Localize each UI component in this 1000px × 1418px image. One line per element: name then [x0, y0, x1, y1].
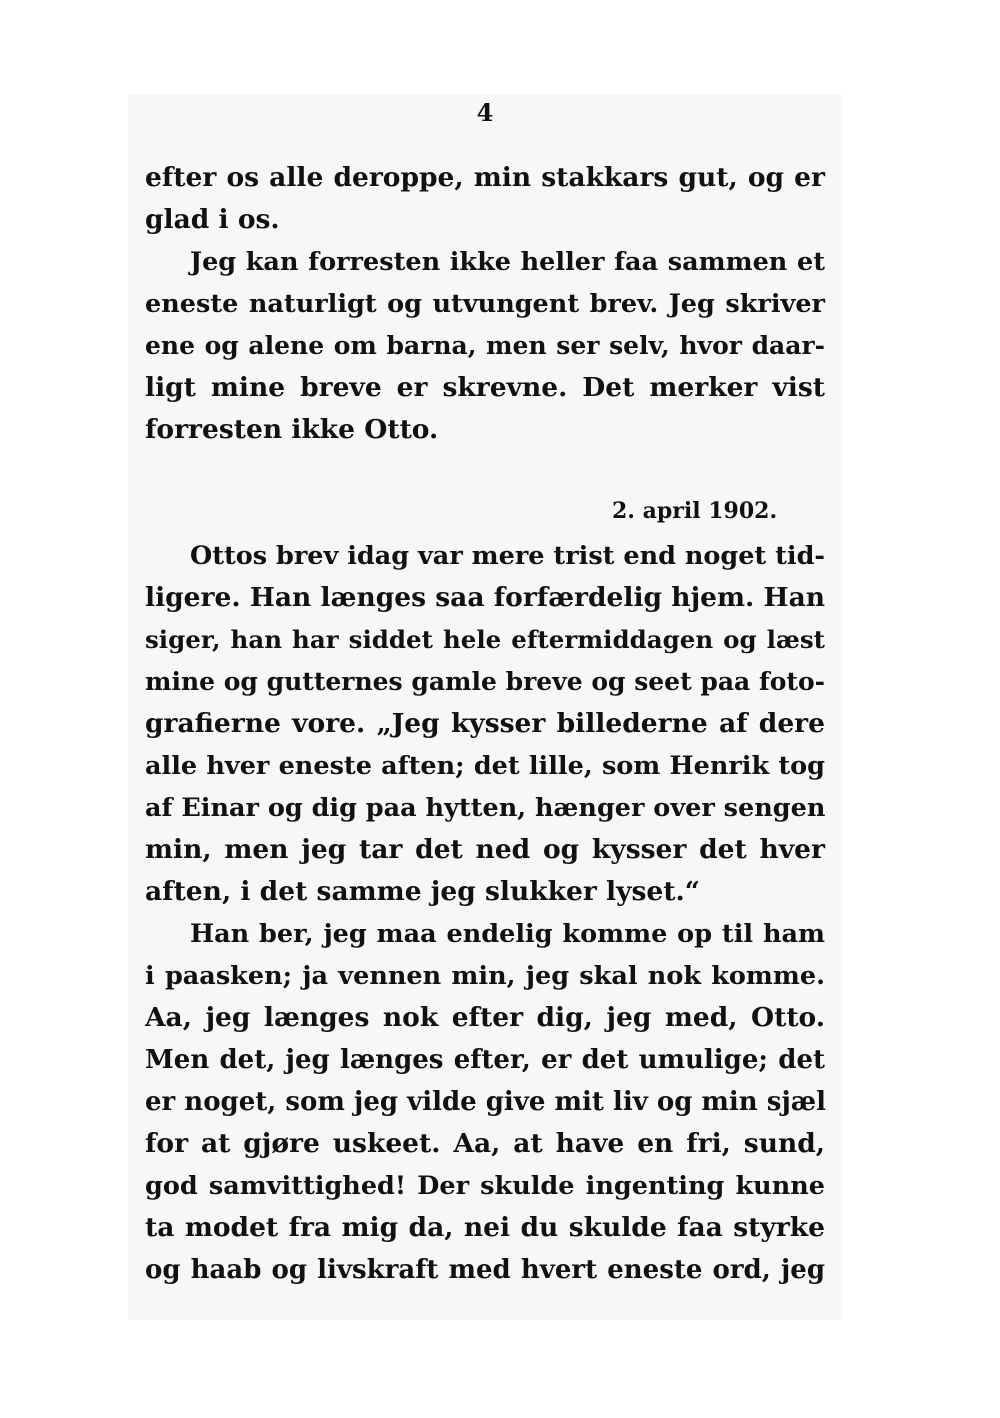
text-line: siger, han har siddet hele eftermiddagen og læst	[145, 625, 825, 654]
text-line: Han ber, jeg maa endelig komme op til ham	[190, 919, 825, 949]
text-line: glad i os.	[145, 204, 280, 235]
text-line: efter os alle deroppe, min stakkars gut, og er	[145, 162, 825, 193]
text-line: ligere. Han længes saa forfærdelig hjem. Han	[145, 582, 825, 613]
text-line: ene og alene om barna, men ser selv, hvor daar-	[145, 331, 825, 360]
text-line: mine og gutternes gamle breve og seet paa foto-	[145, 667, 825, 696]
text-line: og haab og livskraft med hvert eneste ord, jeg	[145, 1255, 825, 1285]
text-line: i paasken; ja vennen min, jeg skal nok komme.	[145, 961, 825, 991]
entry-date: 2. april 1902.	[612, 498, 778, 524]
text-line: er noget, som jeg vilde give mit liv og min sjæl	[145, 1087, 827, 1117]
text-line: af Einar og dig paa hytten, hænger over sengen	[145, 793, 826, 823]
text-line: Jeg kan forresten ikke heller faa sammen et	[190, 247, 825, 277]
text-line: Aa, jeg længes nok efter dig, jeg med, Otto.	[145, 1002, 825, 1033]
page-number: 4	[476, 98, 494, 127]
text-line: grafierne vore. „Jeg kysser billederne af dere	[145, 708, 825, 739]
text-line: for at gjøre uskeet. Aa, at have en fri, sund,	[145, 1128, 825, 1159]
text-line: Ottos brev idag var mere trist end noget tid-	[190, 541, 825, 571]
text-line: alle hver eneste aften; det lille, som Henrik tog	[145, 751, 825, 781]
text-line: ta modet fra mig da, nei du skulde faa styrke	[145, 1212, 825, 1243]
text-line: min, men jeg tar det ned og kysser det hver	[145, 834, 825, 865]
text-line: Men det, jeg længes efter, er det umulige; det	[145, 1045, 825, 1075]
text-line: god samvittighed! Der skulde ingenting kunne	[145, 1171, 825, 1201]
text-line: ligt mine breve er skrevne. Det merker vist	[145, 372, 825, 403]
text-line: aften, i det samme jeg slukker lyset.“	[145, 876, 700, 907]
text-line: eneste naturligt og utvungent brev. Jeg skriver	[145, 289, 825, 319]
text-line: forresten ikke Otto.	[145, 414, 439, 445]
